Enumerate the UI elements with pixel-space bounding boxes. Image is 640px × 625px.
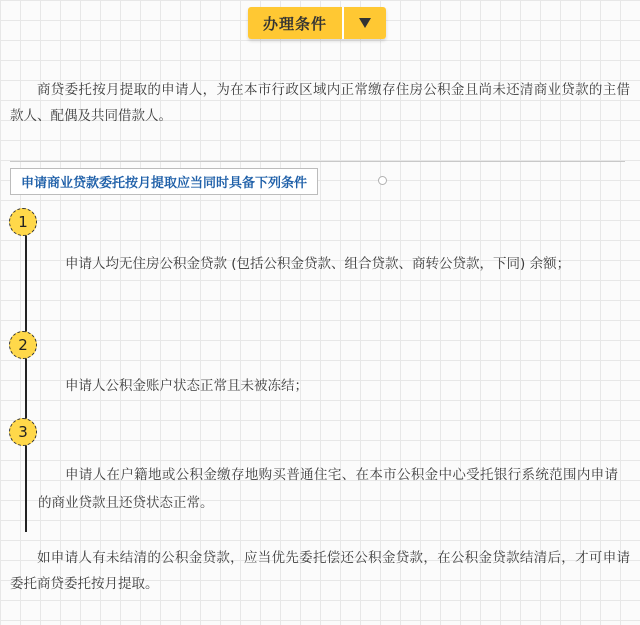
section-heading: 申请商业贷款委托按月提取应当同时具备下列条件 bbox=[10, 168, 318, 195]
condition-text: 申请人在户籍地或公积金缴存地购买普通住宅、在本市公积金中心受托银行系统范围内申请的商业贷款且还贷状态正常。 bbox=[38, 467, 618, 511]
heading-dot bbox=[378, 176, 387, 185]
triangle-down-icon bbox=[358, 17, 372, 29]
header-badge bbox=[248, 7, 386, 39]
condition-number-badge: 2 bbox=[9, 331, 37, 359]
dropdown-arrow[interactable] bbox=[344, 7, 386, 39]
header-title: 办理条件 bbox=[248, 7, 342, 39]
condition-number-badge: 3 bbox=[9, 418, 37, 446]
condition-text: 申请人均无住房公积金贷款 (包括公积金贷款、组合贷款、商转公贷款，下同) 余额； bbox=[65, 256, 571, 272]
divider bbox=[10, 161, 625, 162]
condition-number-badge: 1 bbox=[9, 208, 37, 236]
condition-text: 申请人公积金账户状态正常且未被冻结； bbox=[65, 378, 308, 394]
intro-paragraph: 商贷委托按月提取的申请人，为在本市行政区域内正常缴存住房公积金且尚未还清商业贷款的主借款人、配偶及共同借款人。 bbox=[10, 82, 630, 124]
timeline-line bbox=[25, 228, 27, 532]
footer-paragraph: 如申请人有未结清的公积金贷款，应当优先委托偿还公积金贷款，在公积金贷款结清后，才可申请委托商贷委托按月提取。 bbox=[10, 550, 630, 592]
